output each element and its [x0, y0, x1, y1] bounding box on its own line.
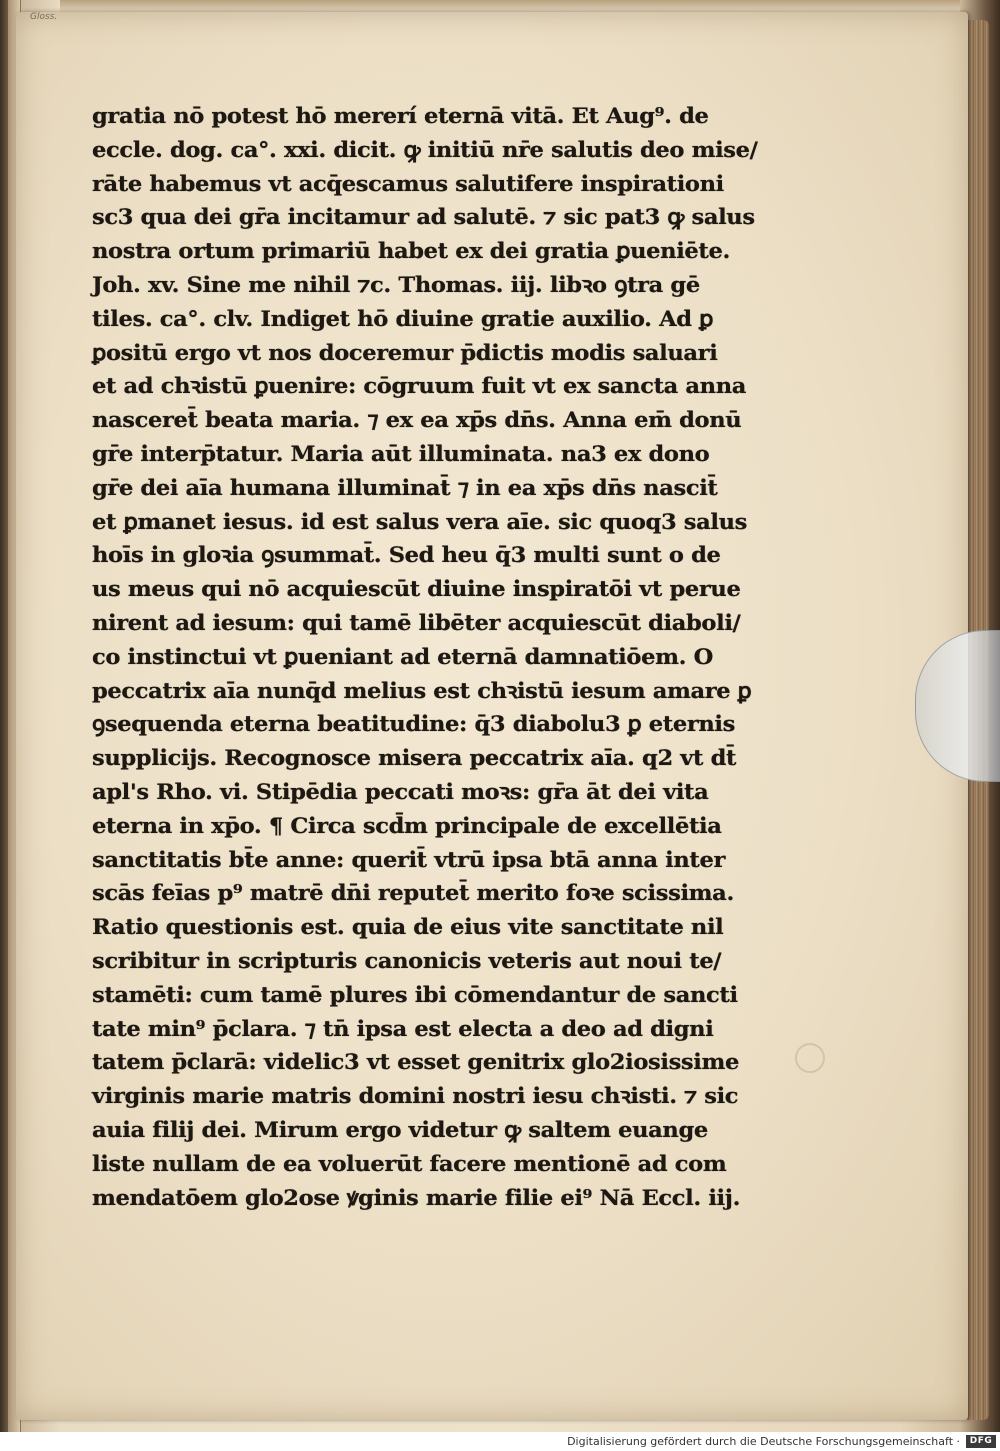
text-line: apl's Rho. vi. Stipēdia peccati moꝛs: gr̄a āt dei vita: [92, 779, 709, 805]
text-line: mendatōem glo2ose ꝟginis marie filie ei⁹ Nā Eccl. iij.: [92, 1185, 741, 1211]
footer-credit: Digitalisierung gefördert durch die Deutsche Forschungsgemeinschaft ·: [567, 1435, 960, 1448]
text-line: virginis marie matris domini nostri iesu chꝛisti. ⁊ sic: [92, 1084, 739, 1110]
digitization-footer: [0, 1432, 1000, 1451]
text-line: auia filij dei. Mirum ergo videtur ꝙ saltem euange: [92, 1117, 708, 1143]
text-line: eterna in xp̄o. ¶ Circa scd̄m principale de excellētia: [92, 813, 722, 839]
text-line: eccle. dog. ca°. xxi. dicit. ꝙ initiū nr̄e salutis deo mise/: [92, 137, 758, 163]
text-line: nasceret̄ beata maria. ⁊ ex ea xp̄s dn̄s. Anna em̄ donū: [92, 408, 742, 434]
text-line: peccatrix aīa nunq̄d melius est chꝛistū iesum amare ꝑ: [92, 678, 752, 704]
text-line: liste nullam de ea voluerūt facere mentionē ad com: [92, 1151, 727, 1177]
text-line: Ratio questionis est. quia de eius vite sanctitate nil: [92, 915, 724, 941]
text-line: Joh. xv. Sine me nihil ⁊c. Thomas. iij. libꝛo ꝯtra gē: [92, 272, 700, 298]
text-line: tatem p̄clarā: videlic3 vt esset genitrix glo2iosissime: [92, 1050, 739, 1076]
text-line: ꝑositū ergo vt nos doceremur p̄dictis modis saluari: [92, 340, 718, 366]
text-line: hoīs in gloꝛia ꝯsummat̄. Sed heu q̄3 multi sunt o de: [92, 543, 721, 569]
text-line: gr̄e dei aīa humana illuminat̄ ⁊ in ea xp̄s dn̄s nascit̄: [92, 475, 718, 501]
text-line: gratia nō potest hō mererí eternā vitā. Et Aug⁹. de: [92, 104, 709, 129]
text-line: tiles. ca°. clv. Indiget hō diuine gratie auxilio. Ad ꝑ: [92, 306, 714, 332]
text-line: co instinctui vt ꝑueniant ad eternā damnatiōem. O: [92, 644, 713, 670]
text-line: et ꝑmanet iesus. id est salus vera aīe. sic quoq3 salus: [92, 509, 748, 535]
text-line: nostra ortum primariū habet ex dei gratia ꝑueniēte.: [92, 239, 730, 265]
text-line: rāte habemus vt acq̄escamus salutifere inspirationi: [92, 171, 724, 197]
text-line: tate min⁹ p̄clara. ⁊ tn̄ ipsa est electa a deo ad digni: [92, 1016, 714, 1042]
text-line: supplicijs. Recognosce misera peccatrix aīa. q2 vt dt̄: [92, 746, 737, 772]
text-line: scribitur in scripturis canonicis veteris aut noui te/: [92, 948, 722, 974]
text-line: scās feīas p⁹ matrē dn̄i reputet̄ merito foꝛe scissima.: [92, 881, 734, 907]
text-line: sanctitatis bt̄e anne: querit̄ vtrū ipsa btā anna inter: [92, 847, 726, 873]
text-line: nirent ad iesum: qui tamē libēter acquiescūt diaboli/: [92, 610, 741, 636]
text-line: us meus qui nō acquiescūt diuine inspiratōi vt perue: [92, 577, 741, 603]
printed-text-block: [92, 100, 792, 1215]
text-line: ꝯsequenda eterna beatitudine: q̄3 diabolu3 ꝑ eternis: [92, 712, 735, 738]
corner-ink-mark: Gloss.: [30, 12, 58, 22]
text-line: sc3 qua dei gr̄a incitamur ad salutē. ⁊ sic pat3 ꝙ salus: [92, 205, 755, 231]
text-line: stamēti: cum tamē plures ibi cōmendantur de sancti: [92, 982, 738, 1008]
text-line: gr̄e interp̄tatur. Maria aūt illuminata. na3 ex dono: [92, 441, 710, 467]
text-line: et ad chꝛistū ꝑuenire: cōgruum fuit vt ex sancta anna: [92, 374, 747, 400]
dfg-logo: DFG: [966, 1435, 996, 1448]
